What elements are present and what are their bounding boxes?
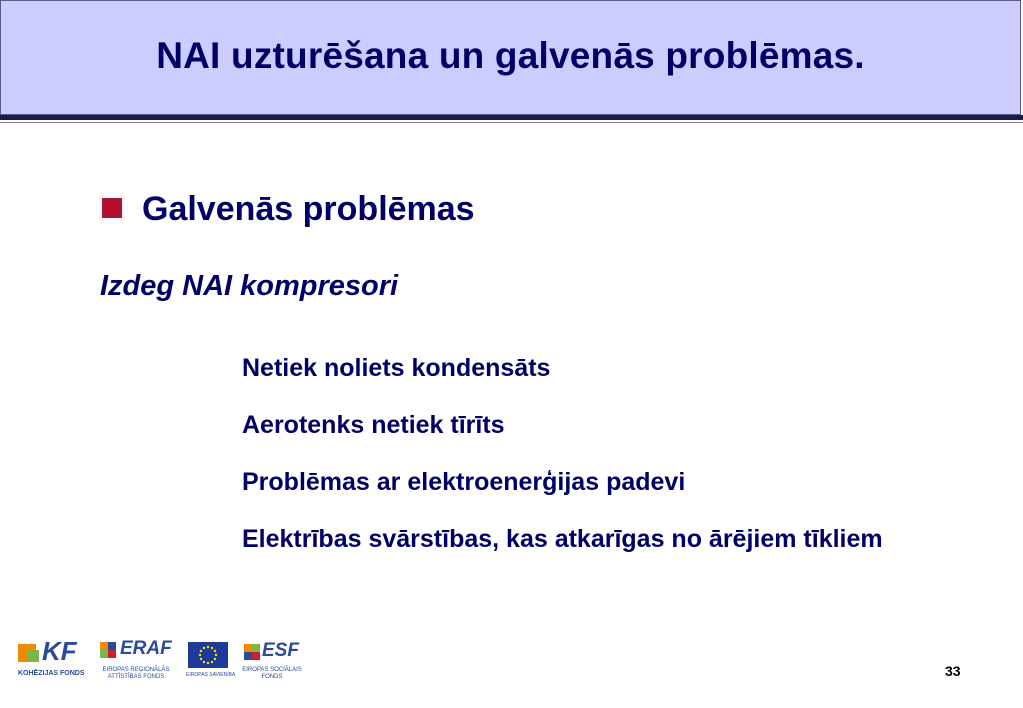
esf-caption-line: EIROPAS SOCIĀLAIS bbox=[242, 667, 302, 673]
red-square-icon bbox=[252, 652, 260, 660]
orange-square-icon bbox=[244, 644, 252, 652]
title-divider bbox=[0, 115, 1023, 120]
title-banner bbox=[0, 0, 1021, 115]
section-heading-text: Galvenās problēmas bbox=[142, 190, 475, 228]
list-item: Elektrības svārstības, kas atkarīgas no ārējiem tīkliem bbox=[242, 525, 883, 553]
kf-logo bbox=[18, 636, 86, 680]
slide-title: NAI uzturēšana un galvenās problēmas. bbox=[156, 35, 865, 76]
eu-stars-icon bbox=[188, 642, 228, 668]
list-item: Aerotenks netiek tīrīts bbox=[242, 411, 505, 439]
blue-square-icon bbox=[108, 642, 116, 650]
green-square-icon bbox=[27, 650, 39, 662]
blue-square-icon bbox=[244, 652, 252, 660]
section-heading bbox=[102, 190, 475, 229]
green-square-icon bbox=[100, 650, 108, 658]
kf-logo-text: KF bbox=[42, 636, 77, 666]
esf-logo bbox=[242, 636, 302, 680]
list-item: Netiek noliets kondensāts bbox=[242, 354, 551, 382]
esf-caption-line: FONDS bbox=[261, 674, 283, 680]
eraf-caption-line: ATTĪSTĪBAS FONDS bbox=[107, 674, 165, 680]
eraf-caption bbox=[98, 667, 174, 681]
page-number: 33 bbox=[945, 663, 961, 679]
square-bullet-icon bbox=[102, 198, 122, 218]
eu-flag-icon bbox=[188, 642, 228, 668]
eu-logo bbox=[186, 636, 236, 680]
red-square-icon bbox=[108, 650, 116, 658]
problem-list bbox=[242, 349, 972, 577]
title-divider-thin bbox=[0, 122, 1023, 123]
kf-caption: KOHĒZIJAS FONDS bbox=[18, 670, 85, 677]
footer-logos bbox=[18, 636, 314, 682]
list-item: Problēmas ar elektroenerģijas padevi bbox=[242, 468, 686, 496]
eraf-logo bbox=[98, 636, 174, 680]
esf-logo-text: ESF bbox=[262, 640, 299, 661]
green-square-icon bbox=[252, 644, 260, 652]
esf-caption bbox=[242, 667, 302, 681]
eraf-caption-line: EIROPAS REĢIONĀLĀS bbox=[102, 667, 170, 673]
orange-square-icon bbox=[100, 642, 108, 650]
eraf-logo-text: ERAF bbox=[120, 638, 172, 659]
subheading: Izdeg NAI kompresori bbox=[100, 270, 399, 302]
eu-caption: EIROPAS SAVIENĪBA bbox=[186, 672, 236, 678]
